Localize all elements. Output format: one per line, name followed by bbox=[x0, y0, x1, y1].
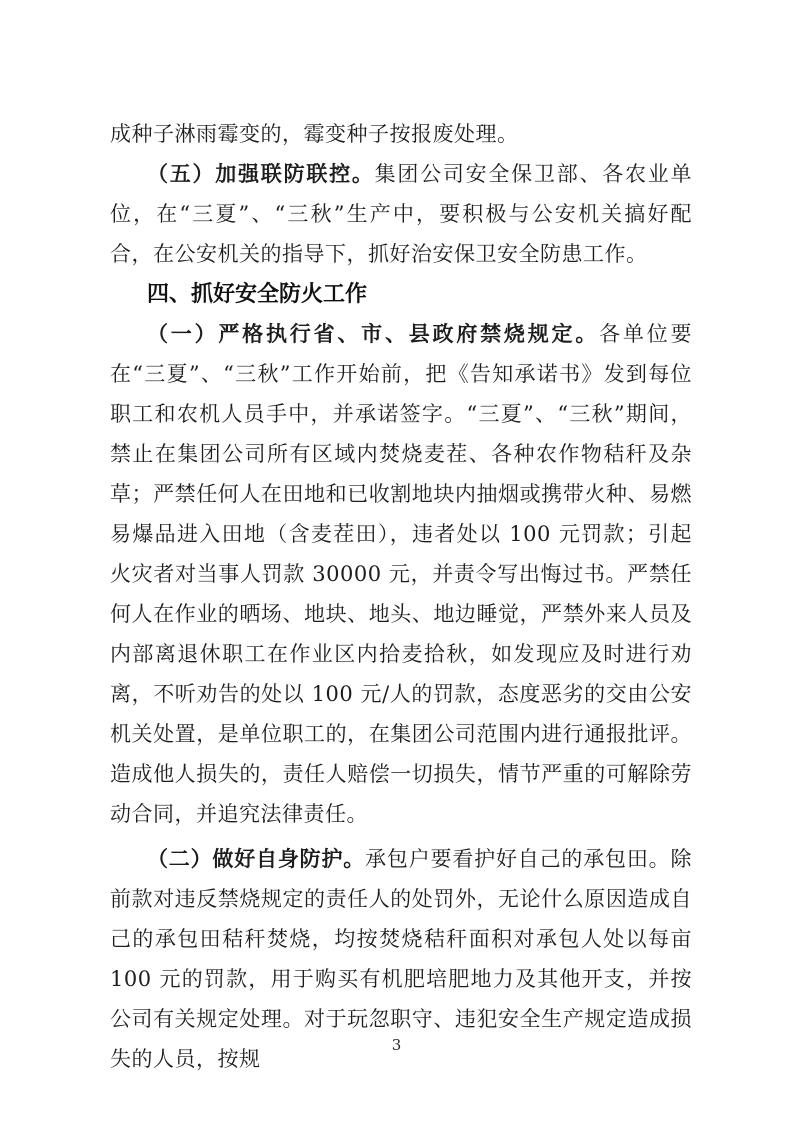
paragraph-item-1 bbox=[110, 314, 692, 834]
paragraph-item-5 bbox=[110, 154, 692, 274]
document-body bbox=[110, 114, 692, 1079]
paragraph-text: 成种子淋雨霉变的，霉变种子按报废处理。 bbox=[110, 122, 519, 146]
page-number: 3 bbox=[391, 1036, 402, 1054]
paragraph-lead: （五）加强联防联控。 bbox=[147, 161, 375, 186]
paragraph-text: 承包户要看护好自己的承包田。除前款对违反禁烧规定的责任人的处罚外，无论什么原因造成自己的承包田秸秆焚烧，均按焚烧秸秆面积对承包人处以每亩 100 元的罚款，用于购买有机肥培肥地力及其他开支，并按公司有关规定处理。对于玩忽职守、违犯安全生产规定造成损失的人员，按规 bbox=[110, 847, 692, 1071]
section-heading: 四、抓好安全防火工作 bbox=[147, 281, 368, 306]
paragraph-lead: （一）严格执行省、市、县政府禁烧规定。 bbox=[147, 321, 600, 346]
paragraph-text: 集团公司安全保卫部、各农业单位，在“三夏”、“三秋”生产中，要积极与公安机关搞好配合，在公安机关的指导下，抓好治安保卫安全防患工作。 bbox=[110, 162, 692, 266]
paragraph-lead: （二）做好自身防护。 bbox=[147, 846, 366, 871]
paragraph-text: 各单位要在“三夏”、“三秋”工作开始前，把《告知承诺书》发到每位职工和农机人员手中，并承诺签字。“三夏”、“三秋”期间，禁止在集团公司所有区域内焚烧麦茬、各种农作物秸秆及杂草；严禁任何人在田地和已收割地块内抽烟或携带火种、易燃易爆品进入田地（含麦茬田），违者处以 100 元罚款；引起火灾者对当事人罚款 30000 元，并责令写出悔过书。严禁任何人在作业的晒场、地块、地头、地边睡觉，严禁外来人员及内部离退休职工在作业区内拾麦拾秋，如发现应及时进行劝离，不听劝告的处以 100 元/人的罚款，态度恶劣的交由公安机关处置，是单位职工的，在集团公司范围内进行通报批评。造成他人损失的，责任人赔偿一切损失，情节严重的可解除劳动合同，并追究法律责任。 bbox=[110, 322, 693, 826]
paragraph-continuation bbox=[110, 114, 692, 154]
